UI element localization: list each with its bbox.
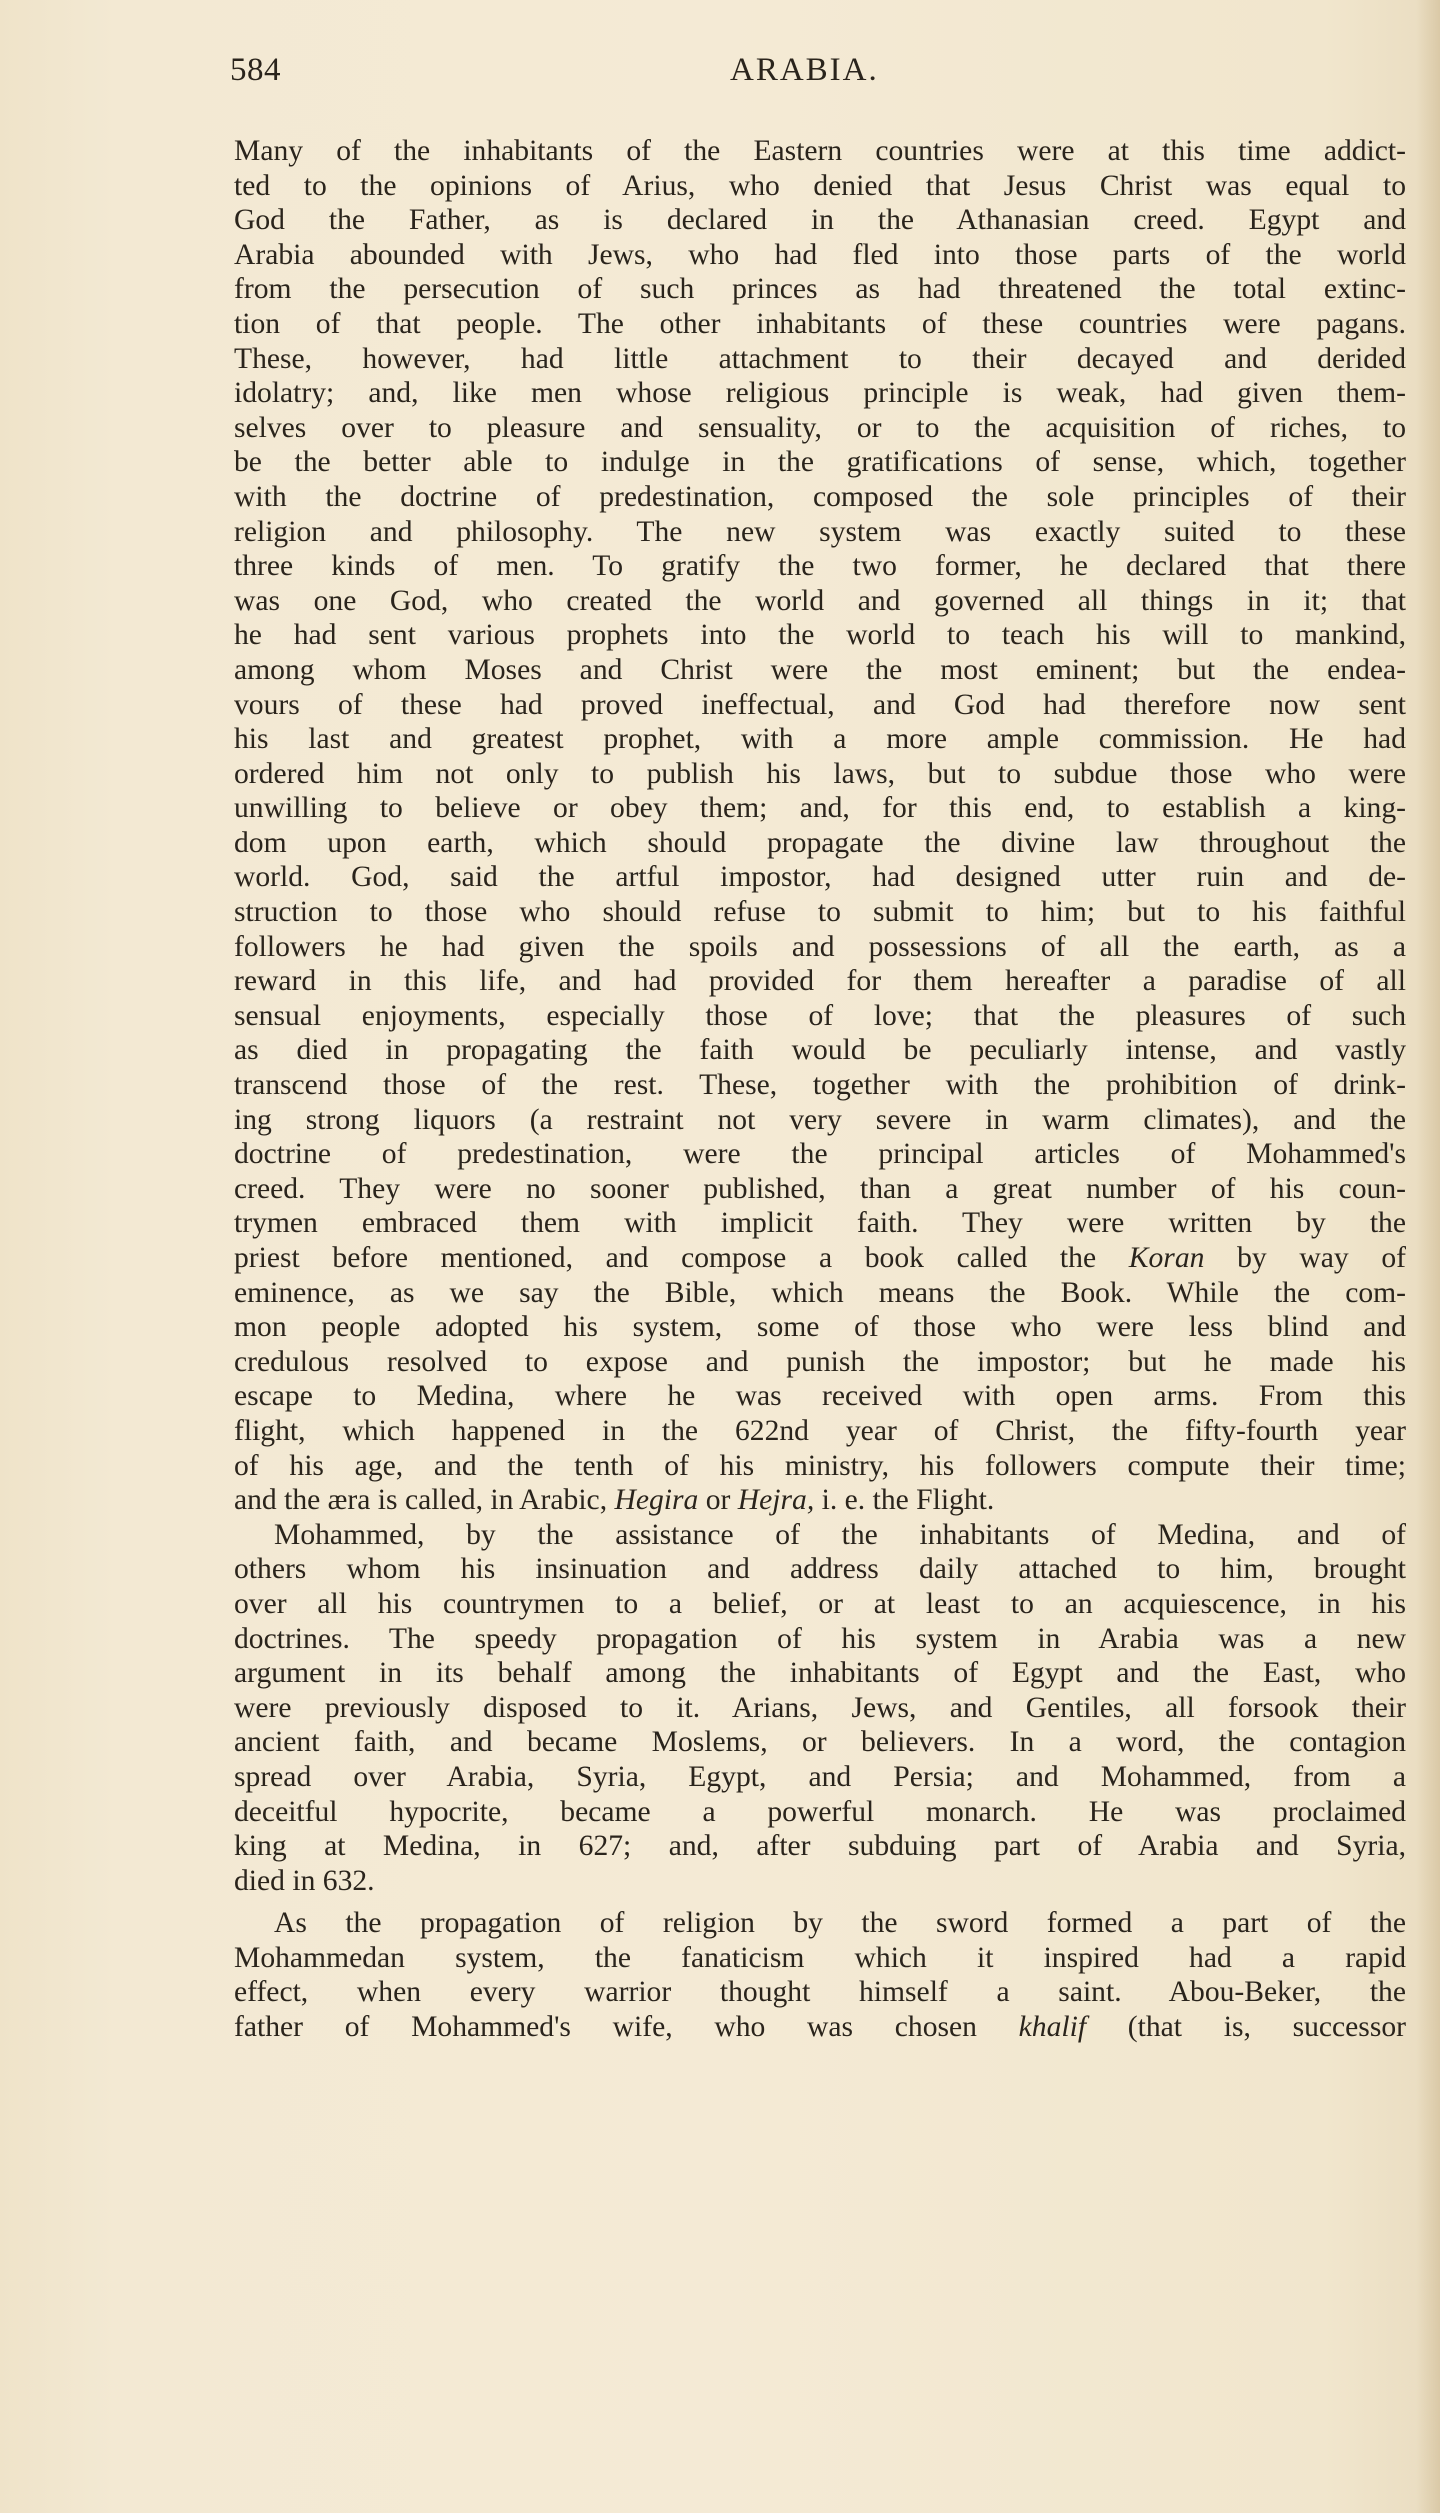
text-line: deceitful hypocrite, became a powerful monarch. He was proclaimed xyxy=(234,1795,1406,1828)
text-line: over all his countrymen to a belief, or at least to an acquiescence, in his xyxy=(234,1587,1406,1620)
text-line: Mohammed, by the assistance of the inhabitants of Medina, and of xyxy=(274,1518,1406,1551)
text-line: was one God, who created the world and governed all things in it; that xyxy=(234,584,1406,617)
paragraph-2 xyxy=(234,1518,1406,1899)
text-line: ing strong liquors (a restraint not very severe in warm climates), and the xyxy=(234,1103,1406,1136)
text-line: ancient faith, and became Moslems, or believers. In a word, the contagion xyxy=(234,1726,1406,1759)
text-line: vours of these had proved ineffectual, and God had therefore now sent xyxy=(234,688,1406,721)
text-line: Mohammedan system, the fanaticism which it inspired had a rapid xyxy=(234,1941,1406,1974)
text-line-hegira: and the æra is called, in Arabic, Hegira or Hejra, i. e. the Flight. xyxy=(234,1484,995,1517)
text-line: As the propagation of religion by the sword formed a part of the xyxy=(274,1907,1406,1940)
text-line: three kinds of men. To gratify the two former, he declared that there xyxy=(234,550,1406,583)
italic-hegira: Hegira xyxy=(614,1484,699,1517)
text-line: king at Medina, in 627; and, after subduing part of Arabia and Syria, xyxy=(234,1830,1406,1863)
text-line: Many of the inhabitants of the Eastern countries were at this time addict- xyxy=(234,135,1406,167)
italic-koran: Koran xyxy=(1128,1242,1205,1274)
text-line: religion and philosophy. The new system was exactly suited to these xyxy=(234,515,1406,548)
text-line: flight, which happened in the 622nd year of Christ, the fifty-fourth year xyxy=(234,1414,1406,1447)
text-line: world. God, said the artful impostor, had designed utter ruin and de- xyxy=(234,861,1406,894)
text-line: his last and greatest prophet, with a more ample commission. He had xyxy=(234,723,1406,756)
text-line: escape to Medina, where he was received with open arms. From this xyxy=(234,1380,1406,1413)
text-line: he had sent various prophets into the world to teach his will to mankind, xyxy=(234,619,1406,652)
text-line: trymen embraced them with implicit faith. They were written by the xyxy=(234,1207,1406,1240)
text-line: from the persecution of such princes as had threatened the total extinc- xyxy=(234,273,1406,306)
text-line: be the better able to indulge in the gratifications of sense, which, together xyxy=(234,446,1406,479)
paragraph-3 xyxy=(234,1906,1406,2010)
text-line: with the doctrine of predestination, composed the sole principles of their xyxy=(234,480,1406,513)
text-line: were previously disposed to it. Arians, Jews, and Gentiles, all forsook their xyxy=(234,1691,1406,1724)
text-line: as died in propagating the faith would be peculiarly intense, and vastly xyxy=(234,1034,1406,1067)
page-number: 584 xyxy=(230,52,281,88)
text-line: selves over to pleasure and sensuality, or to the acquisition of riches, to xyxy=(234,411,1406,444)
text-line: followers he had given the spoils and possessions of all the earth, as a xyxy=(234,930,1406,963)
paragraph-1 xyxy=(234,134,1406,1241)
text-line: unwilling to believe or obey them; and, for this end, to establish a king- xyxy=(234,792,1406,825)
text-line: mon people adopted his system, some of those who were less blind and xyxy=(234,1311,1406,1344)
text-line-koran: priest before mentioned, and compose a book called the Koran by way of xyxy=(234,1242,1406,1274)
text-line: dom upon earth, which should propagate the divine law throughout the xyxy=(234,826,1406,859)
text-line: among whom Moses and Christ were the most eminent; but the endea- xyxy=(234,653,1406,686)
text-line: sensual enjoyments, especially those of love; that the pleasures of such xyxy=(234,999,1406,1032)
text-line: creed. They were no sooner published, than a great number of his coun- xyxy=(234,1172,1406,1205)
text-line: spread over Arabia, Syria, Egypt, and Persia; and Mohammed, from a xyxy=(234,1760,1406,1793)
paragraph-1-continuation xyxy=(234,1276,1406,1484)
text-line: God the Father, as is declared in the Athanasian creed. Egypt and xyxy=(234,204,1406,237)
text-line: ted to the opinions of Arius, who denied that Jesus Christ was equal to xyxy=(234,169,1406,202)
text-line: ordered him not only to publish his laws, but to subdue those who were xyxy=(234,757,1406,790)
text-line: doctrines. The speedy propagation of his system in Arabia was a new xyxy=(234,1622,1406,1655)
text-line: These, however, had little attachment to their decayed and derided xyxy=(234,342,1406,375)
text-line: transcend those of the rest. These, together with the prohibition of drink- xyxy=(234,1069,1406,1102)
text-line: effect, when every warrior thought himself a saint. Abou-Beker, the xyxy=(234,1976,1406,2009)
text-line: eminence, as we say the Bible, which means the Book. While the com- xyxy=(234,1276,1406,1309)
text-line: struction to those who should refuse to submit to him; but to his faithful xyxy=(234,896,1406,929)
page-header xyxy=(230,52,1410,92)
text-line-khalif: father of Mohammed's wife, who was chosen khalif (that is, successor xyxy=(234,2011,1406,2044)
italic-khalif: khalif xyxy=(1018,2011,1087,2044)
text-line: others whom his insinuation and address daily attached to him, brought xyxy=(234,1553,1406,1586)
running-head: ARABIA. xyxy=(730,52,879,88)
text-line: Arabia abounded with Jews, who had fled into those parts of the world xyxy=(234,238,1406,271)
text-line: argument in its behalf among the inhabitants of Egypt and the East, who xyxy=(234,1657,1406,1690)
text-line: idolatry; and, like men whose religious principle is weak, had given them- xyxy=(234,377,1406,410)
text-line: reward in this life, and had provided for them hereafter a paradise of all xyxy=(234,965,1406,998)
page-edge-shadow xyxy=(1416,0,1440,2513)
italic-hejra: Hejra, xyxy=(737,1484,815,1517)
text-line: of his age, and the tenth of his ministry, his followers compute their time; xyxy=(234,1449,1406,1482)
text-line: died in 632. xyxy=(234,1864,375,1897)
text-line: credulous resolved to expose and punish the impostor; but he made his xyxy=(234,1345,1406,1378)
text-line: doctrine of predestination, were the principal articles of Mohammed's xyxy=(234,1138,1406,1171)
text-line: tion of that people. The other inhabitants of these countries were pagans. xyxy=(234,307,1406,340)
body-text xyxy=(234,134,1406,2045)
